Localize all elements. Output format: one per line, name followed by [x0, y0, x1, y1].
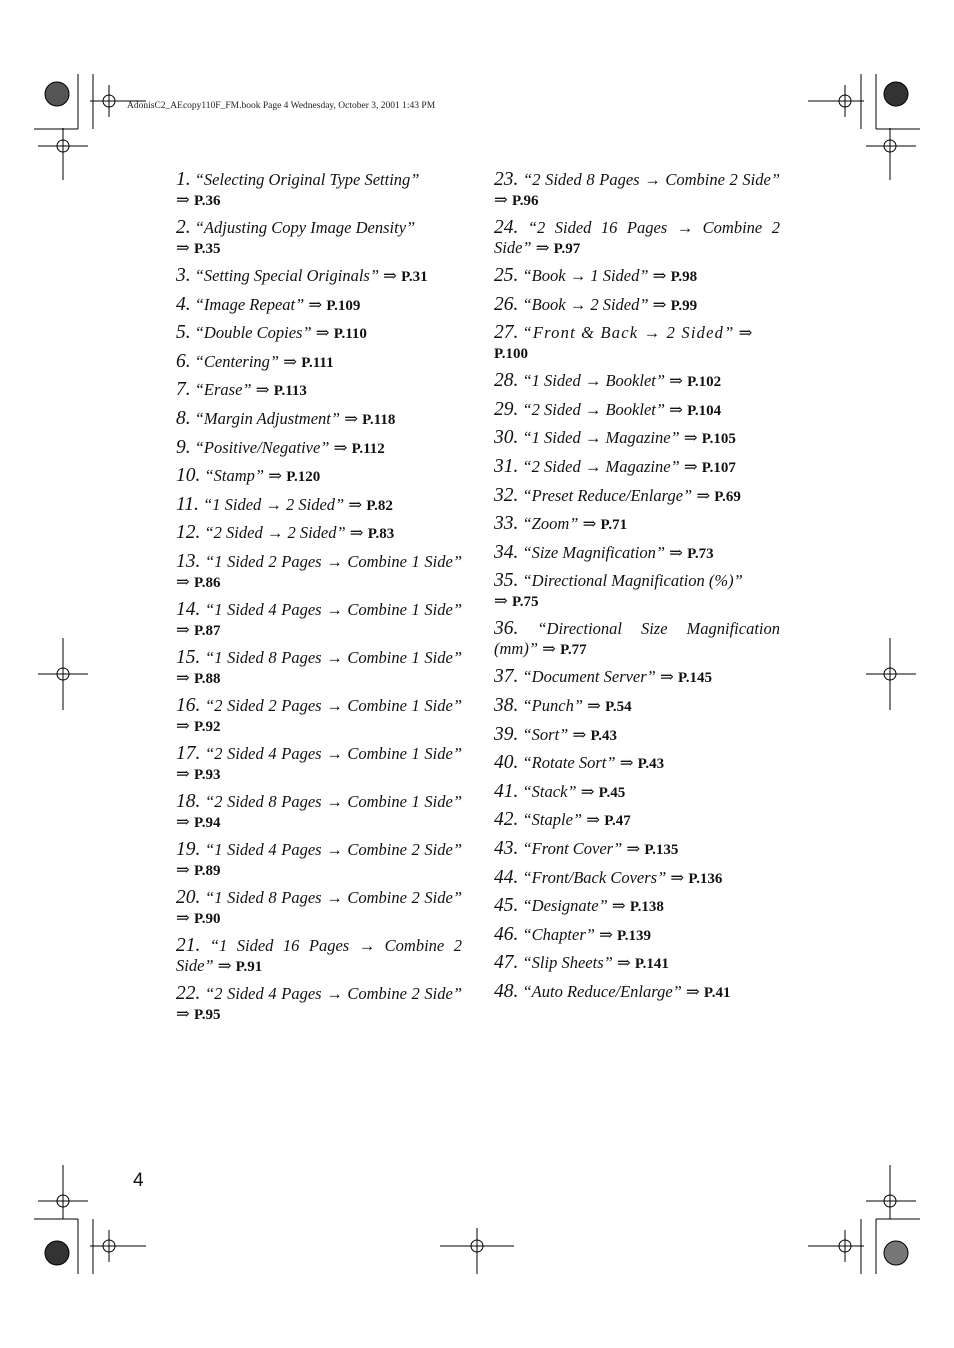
page-reference: P.100	[494, 346, 529, 363]
index-item: 44. “Front/Back Covers” ⇒ P.136	[494, 866, 723, 888]
item-title: “Erase”	[194, 380, 252, 400]
item-number: 40.	[494, 752, 519, 774]
item-number: 10.	[176, 465, 201, 487]
item-title: “Positive/Negative”	[194, 437, 330, 457]
index-item: 37. “Document Server” ⇒ P.145	[494, 666, 712, 688]
item-title: “2 Sided 4 Pages → Combine 1 Side”	[205, 743, 463, 763]
item-title: “Slip Sheets”	[522, 953, 613, 973]
item-number: 13.	[176, 550, 201, 572]
item-number: 33.	[494, 513, 519, 535]
item-title: “2 Sided → Booklet”	[522, 399, 666, 419]
item-title: “Rotate Sort”	[522, 753, 616, 773]
page-reference: P.111	[301, 354, 334, 371]
page-reference: P.88	[193, 670, 221, 687]
page-reference: P.138	[629, 899, 664, 916]
item-title: “1 Sided → Booklet”	[522, 371, 666, 391]
item-number: 16.	[176, 694, 201, 716]
page-reference: P.47	[604, 813, 631, 830]
index-item: 16. “2 Sided 2 Pages → Combine 1 Side” ⇒ P.92	[176, 694, 463, 735]
page-reference: P.98	[670, 269, 698, 285]
page-reference: P.94	[193, 814, 221, 831]
item-number: 35.	[494, 570, 519, 592]
index-item: 11. “1 Sided → 2 Sided” ⇒ P.82	[176, 493, 393, 515]
page-reference: P.118	[362, 411, 396, 428]
page-reference: P.35	[193, 241, 221, 257]
item-number: 31.	[494, 455, 519, 477]
index-item: 23. “2 Sided 8 Pages → Combine 2 Side” ⇒ P.96	[494, 169, 781, 209]
item-title: “1 Sided 4 Pages → Combine 2 Side”	[205, 839, 463, 859]
page-reference: P.105	[701, 431, 736, 448]
item-number: 15.	[176, 646, 201, 668]
page-reference: P.45	[598, 784, 626, 801]
index-item: 28. “1 Sided → Booklet” ⇒ P.102	[494, 370, 722, 392]
item-number: 38.	[494, 694, 519, 716]
index-item: 13. “1 Sided 2 Pages → Combine 1 Side” ⇒ P.86	[176, 550, 463, 591]
page-reference: P.89	[193, 862, 221, 879]
item-number: 14.	[176, 598, 201, 620]
page-reference: P.93	[193, 766, 221, 783]
item-number: 41.	[494, 780, 519, 802]
item-number: 39.	[494, 723, 519, 745]
item-title: “Image Repeat”	[194, 294, 305, 314]
item-title: “2 Sided 8 Pages → Combine 1 Side”	[205, 791, 463, 811]
item-number: 6.	[176, 350, 191, 372]
starburst-mark-icon	[884, 1241, 908, 1265]
index-item: 1. “Selecting Original Type Setting” ⇒ P.36	[176, 169, 420, 209]
page-reference: P.90	[193, 910, 221, 927]
index-item: 6. “Centering” ⇒ P.111	[176, 350, 334, 372]
item-number: 21.	[176, 934, 201, 956]
page-reference: P.73	[687, 545, 714, 562]
item-title: “Book → 1 Sided”	[522, 266, 649, 285]
item-title: “Directional Magnification (%)”	[522, 571, 743, 591]
index-item: 24. “2 Sided 16 Pages → Combine 2 Side” ⇒ P.97	[494, 217, 780, 257]
page-reference: P.36	[193, 193, 221, 209]
page-reference: P.31	[401, 269, 428, 285]
starburst-mark-icon	[884, 82, 908, 106]
item-number: 28.	[494, 370, 519, 392]
item-number: 25.	[494, 265, 519, 286]
starburst-mark-icon	[45, 82, 69, 106]
index-column-right	[494, 170, 780, 1010]
item-title: “Zoom”	[522, 514, 579, 534]
item-number: 9.	[176, 436, 191, 458]
item-title: “Size Magnification”	[522, 542, 666, 562]
item-number: 3.	[176, 265, 191, 286]
page-reference: P.92	[193, 718, 221, 735]
index-column-left	[176, 170, 462, 1032]
starburst-mark-icon	[45, 1241, 69, 1265]
index-item: 7. “Erase” ⇒ P.113	[176, 379, 307, 401]
item-number: 20.	[176, 886, 201, 908]
item-number: 12.	[176, 522, 201, 544]
file-header: AdonisC2_AEcopy110F_FM.book Page 4 Wednesday, October 3, 2001 1:43 PM	[127, 101, 436, 111]
item-number: 36.	[494, 618, 519, 640]
item-title: “Adjusting Copy Image Density”	[194, 218, 416, 237]
index-item: 42. “Staple” ⇒ P.47	[494, 809, 631, 831]
page-reference: P.91	[235, 958, 263, 975]
page-reference: P.109	[326, 297, 361, 314]
item-title: “1 Sided 4 Pages → Combine 1 Side”	[205, 599, 463, 619]
page-reference: P.41	[703, 984, 731, 1001]
item-title: “Document Server”	[522, 667, 656, 687]
index-item: 2. “Adjusting Copy Image Density” ⇒ P.35	[176, 217, 416, 257]
item-number: 7.	[176, 379, 191, 401]
item-number: 2.	[176, 217, 191, 238]
index-item: 5. “Double Copies” ⇒ P.110	[176, 322, 367, 344]
item-title: “Centering”	[194, 351, 280, 371]
item-number: 43.	[494, 837, 519, 859]
item-title: “2 Sided 2 Pages → Combine 1 Side”	[205, 695, 463, 715]
index-item: 22. “2 Sided 4 Pages → Combine 2 Side” ⇒ P.95	[176, 982, 463, 1023]
index-item: 45. “Designate” ⇒ P.138	[494, 895, 664, 917]
page-reference: P.135	[644, 841, 679, 858]
item-number: 47.	[494, 952, 519, 974]
page-reference: P.69	[714, 488, 741, 505]
index-item: 35. “Directional Magnification (%)” ⇒ P.75	[494, 570, 743, 611]
item-number: 42.	[494, 809, 519, 831]
item-title: “Sort”	[522, 724, 569, 744]
item-title: “Designate”	[522, 896, 608, 916]
page-reference: P.97	[553, 241, 581, 257]
item-number: 46.	[494, 923, 519, 945]
item-title: “2 Sided → Magazine”	[522, 456, 680, 476]
page-reference: P.139	[617, 927, 652, 944]
item-title: “Staple”	[522, 810, 583, 830]
page-reference: P.99	[670, 297, 698, 314]
item-title: “Auto Reduce/Enlarge”	[522, 981, 682, 1001]
item-title: “1 Sided 16 Pages → Combine 2 Side”	[176, 935, 462, 975]
index-item: 30. “1 Sided → Magazine” ⇒ P.105	[494, 427, 736, 449]
item-number: 32.	[494, 484, 519, 506]
index-item: 19. “1 Sided 4 Pages → Combine 2 Side” ⇒ P.89	[176, 838, 463, 879]
index-item: 25. “Book → 1 Sided” ⇒ P.98	[494, 265, 698, 286]
index-item: 33. “Zoom” ⇒ P.71	[494, 513, 628, 535]
item-title: “Directional Size Magnification (mm)”	[494, 619, 781, 659]
index-item: 31. “2 Sided → Magazine” ⇒ P.107	[494, 455, 736, 477]
index-item: 14. “1 Sided 4 Pages → Combine 1 Side” ⇒ P.87	[176, 598, 463, 639]
item-number: 8.	[176, 407, 191, 429]
index-item: 8. “Margin Adjustment” ⇒ P.118	[176, 407, 396, 429]
index-item: 17. “2 Sided 4 Pages → Combine 1 Side” ⇒ P.93	[176, 742, 463, 783]
page-reference: P.141	[634, 956, 669, 973]
page-reference: P.43	[637, 756, 665, 773]
item-title: “Chapter”	[522, 924, 595, 944]
item-title: “1 Sided 2 Pages → Combine 1 Side”	[205, 551, 463, 571]
index-item: 15. “1 Sided 8 Pages → Combine 1 Side” ⇒ P.88	[176, 646, 463, 687]
index-item: 27. “Front & Back → 2 Sided” ⇒ P.100	[494, 322, 753, 363]
page-reference: P.104	[687, 402, 722, 419]
page-reference: P.77	[560, 642, 587, 659]
item-title: “Punch”	[522, 695, 584, 715]
item-title: “Double Copies”	[194, 323, 312, 343]
index-item: 43. “Front Cover” ⇒ P.135	[494, 837, 679, 859]
item-title: “Margin Adjustment”	[194, 408, 341, 428]
page-reference: P.87	[193, 622, 221, 639]
index-item: 29. “2 Sided → Booklet” ⇒ P.104	[494, 398, 722, 420]
index-item: 10. “Stamp” ⇒ P.120	[176, 465, 321, 487]
page-reference: P.102	[687, 374, 722, 391]
index-item: 9. “Positive/Negative” ⇒ P.112	[176, 436, 385, 458]
index-item: 32. “Preset Reduce/Enlarge” ⇒ P.69	[494, 484, 741, 506]
item-number: 17.	[176, 742, 201, 764]
page-reference: P.96	[511, 193, 539, 209]
item-number: 22.	[176, 982, 201, 1004]
page-reference: P.120	[286, 469, 321, 486]
item-title: “Preset Reduce/Enlarge”	[522, 485, 693, 505]
item-number: 45.	[494, 895, 519, 917]
index-item: 47. “Slip Sheets” ⇒ P.141	[494, 952, 669, 974]
page-reference: P.113	[273, 383, 307, 400]
item-number: 29.	[494, 398, 519, 420]
page-reference: P.82	[366, 497, 393, 514]
item-title: “Front Cover”	[522, 838, 623, 858]
item-number: 26.	[494, 293, 519, 315]
page-number: 4	[133, 1170, 144, 1191]
item-number: 1.	[176, 169, 191, 190]
item-title: “Stamp”	[204, 466, 265, 486]
page-reference: P.112	[351, 440, 385, 457]
item-title: “1 Sided 8 Pages → Combine 2 Side”	[205, 887, 463, 907]
item-number: 24.	[494, 217, 519, 238]
item-number: 27.	[494, 322, 519, 344]
item-title: “2 Sided 16 Pages → Combine 2 Side”	[494, 218, 780, 257]
index-item: 34. “Size Magnification” ⇒ P.73	[494, 541, 714, 563]
item-title: “2 Sided → 2 Sided”	[204, 523, 346, 543]
item-number: 11.	[176, 493, 199, 515]
item-title: “1 Sided → Magazine”	[522, 428, 680, 448]
item-title: “Setting Special Originals”	[194, 266, 380, 285]
page-reference: P.43	[590, 727, 617, 744]
page-reference: P.54	[605, 698, 632, 715]
index-item: 12. “2 Sided → 2 Sided” ⇒ P.83	[176, 522, 395, 544]
item-title: “1 Sided → 2 Sided”	[203, 494, 345, 514]
item-number: 23.	[494, 169, 519, 190]
item-title: “1 Sided 8 Pages → Combine 1 Side”	[205, 647, 463, 667]
index-item: 38. “Punch” ⇒ P.54	[494, 694, 632, 716]
page-reference: P.136	[688, 870, 723, 887]
index-item: 3. “Setting Special Originals” ⇒ P.31	[176, 265, 428, 286]
index-item: 18. “2 Sided 8 Pages → Combine 1 Side” ⇒ P.94	[176, 790, 463, 831]
item-title: “Book → 2 Sided”	[522, 294, 649, 314]
index-item: 36. “Directional Size Magnification (mm)” ⇒ P.77	[494, 618, 781, 659]
item-number: 44.	[494, 866, 519, 888]
item-title: “Front & Back → 2 Sided”	[522, 323, 735, 343]
page-reference: P.110	[333, 326, 367, 343]
index-item: 20. “1 Sided 8 Pages → Combine 2 Side” ⇒ P.90	[176, 886, 463, 927]
item-number: 37.	[494, 666, 519, 688]
index-item: 39. “Sort” ⇒ P.43	[494, 723, 617, 745]
item-number: 30.	[494, 427, 519, 449]
index-item: 48. “Auto Reduce/Enlarge” ⇒ P.41	[494, 980, 731, 1002]
index-item: 4. “Image Repeat” ⇒ P.109	[176, 293, 361, 315]
item-title: “2 Sided 4 Pages → Combine 2 Side”	[205, 983, 463, 1003]
item-number: 19.	[176, 838, 201, 860]
item-number: 5.	[176, 322, 191, 344]
item-title: “Front/Back Covers”	[522, 867, 667, 887]
page-reference: P.83	[367, 526, 395, 543]
item-number: 4.	[176, 293, 191, 315]
page-reference: P.75	[511, 594, 539, 611]
page-reference: P.71	[600, 517, 628, 534]
page-reference: P.86	[193, 574, 221, 591]
item-title: “Stack”	[522, 781, 577, 801]
item-title: “2 Sided 8 Pages → Combine 2 Side”	[523, 170, 781, 189]
index-item: 26. “Book → 2 Sided” ⇒ P.99	[494, 293, 698, 315]
item-number: 48.	[494, 980, 519, 1002]
item-title: “Selecting Original Type Setting”	[194, 170, 420, 189]
index-item: 21. “1 Sided 16 Pages → Combine 2 Side” ⇒ P.91	[176, 934, 462, 975]
index-item: 46. “Chapter” ⇒ P.139	[494, 923, 652, 945]
page-reference: P.95	[193, 1006, 221, 1023]
item-number: 18.	[176, 790, 201, 812]
page-reference: P.145	[677, 670, 712, 687]
page-reference: P.107	[701, 459, 736, 476]
item-number: 34.	[494, 541, 519, 563]
index-item: 41. “Stack” ⇒ P.45	[494, 780, 626, 802]
index-item: 40. “Rotate Sort” ⇒ P.43	[494, 752, 665, 774]
